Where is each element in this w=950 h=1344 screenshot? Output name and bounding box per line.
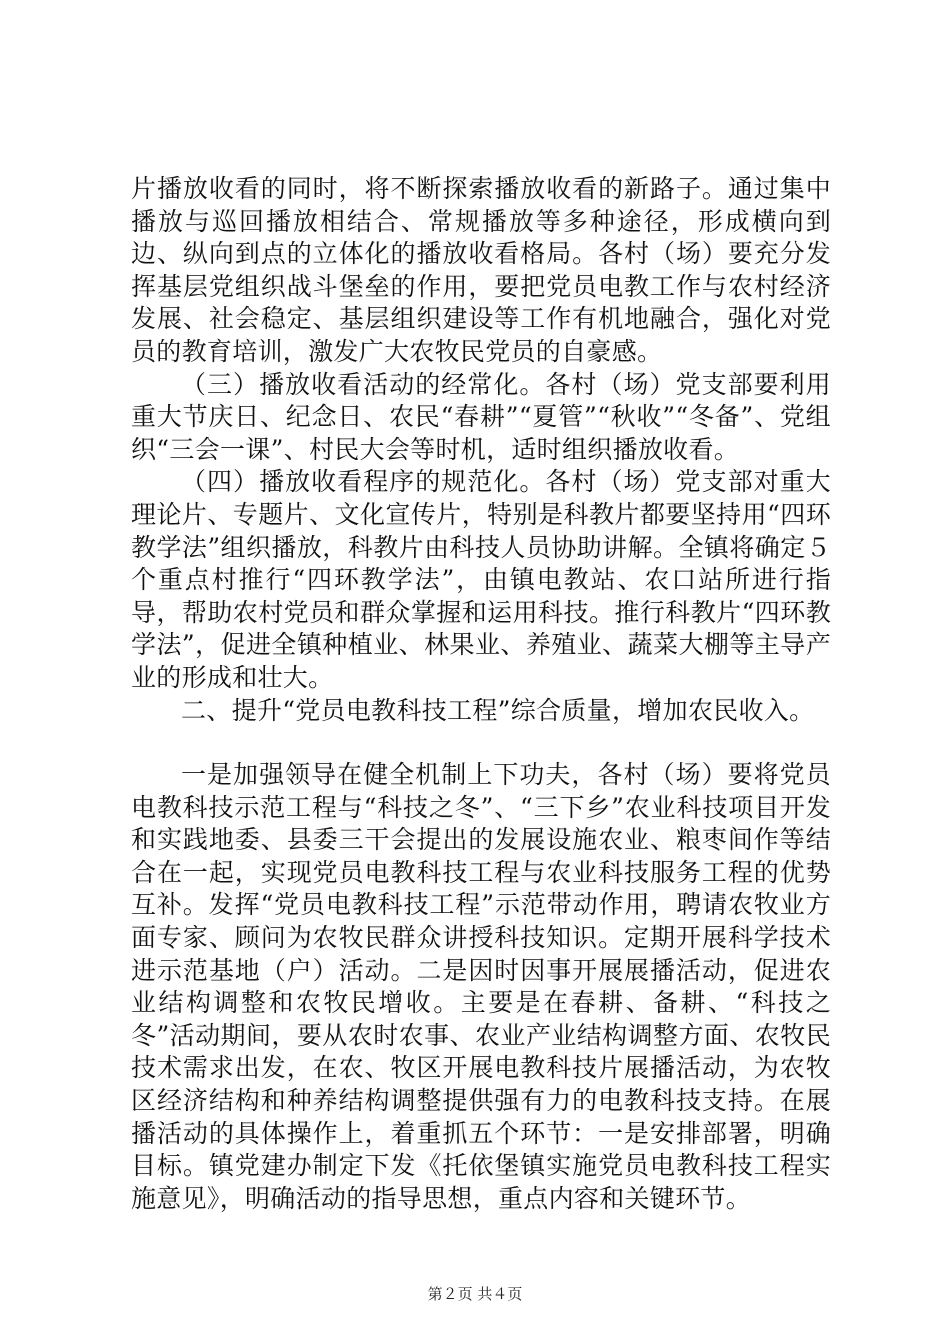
document-body (131, 173, 831, 1215)
paragraph-section-four: （四）播放收看程序的规范化。各村（场）党支部对重大理论片、专题片、文化宣传片，特别是科教片都要坚持用“四环教学法”组织播放，科教片由科技人员协助讲解。全镇将确定５个重点村推行“四环教学法”，由镇电教站、农口站所进行指导，帮助农村党员和群众掌握和运用科技。推行科教片“四环教学法”，促进全镇种植业、林果业、养殖业、蔬菜大棚等主导产业的形成和壮大。 (131, 467, 831, 692)
paragraph-heading-two: 二、提升“党员电教科技工程”综合质量，增加农民收入。 (181, 695, 815, 725)
paragraph-continuation: 片播放收看的同时，将不断探索播放收看的新路子。通过集中播放与巡回播放相结合、常规播放等多种途径，形成横向到边、纵向到点的立体化的播放收看格局。各村（场）要充分发挥基层党组织战斗堡垒的作用，要把党员电教工作与农村经济发展、社会稳定、基层组织建设等工作有机地融合，强化对党员的教育培训，激发广大农牧民党员的自豪感。 (131, 174, 831, 366)
page-number-footer: 第２页 共４页 (427, 1285, 523, 1303)
paragraph-section-three: （三）播放收看活动的经常化。各村（场）党支部要利用重大节庆日、纪念日、农民“春耕”“夏管”“秋收”“冬备”、党组织“三会一课”、村民大会等时机，适时组织播放收看。 (131, 369, 831, 464)
paragraph-measures: 一是加强领导在健全机制上下功夫，各村（场）要将党员电教科技示范工程与“科技之冬”、“三下乡”农业科技项目开发和实践地委、县委三干会提出的发展设施农业、粮枣间作等结合在一起，实现党员电教科技工程与农业科技服务工程的优势互补。发挥“党员电教科技工程”示范带动作用，聘请农牧业方面专家、顾问为农牧民群众讲授科技知识。定期开展科学技术进示范基地（户）活动。二是因时因事开展展播活动，促进农业结构调整和农牧民增收。主要是在春耕、备耕、“科技之冬”活动期间，要从农时农事、农业产业结构调整方面、农牧民技术需求出发，在农、牧区开展电教科技片展播活动，为农牧区经济结构和种养结构调整提供强有力的电教科技支持。在展播活动的具体操作上，着重抓五个环节：一是安排部署，明确目标。镇党建办制定下发《托依堡镇实施党员电教科技工程实施意见》，明确活动的指导思想，重点内容和关键环节。 (131, 760, 831, 1213)
paragraph-spacer (131, 727, 831, 759)
